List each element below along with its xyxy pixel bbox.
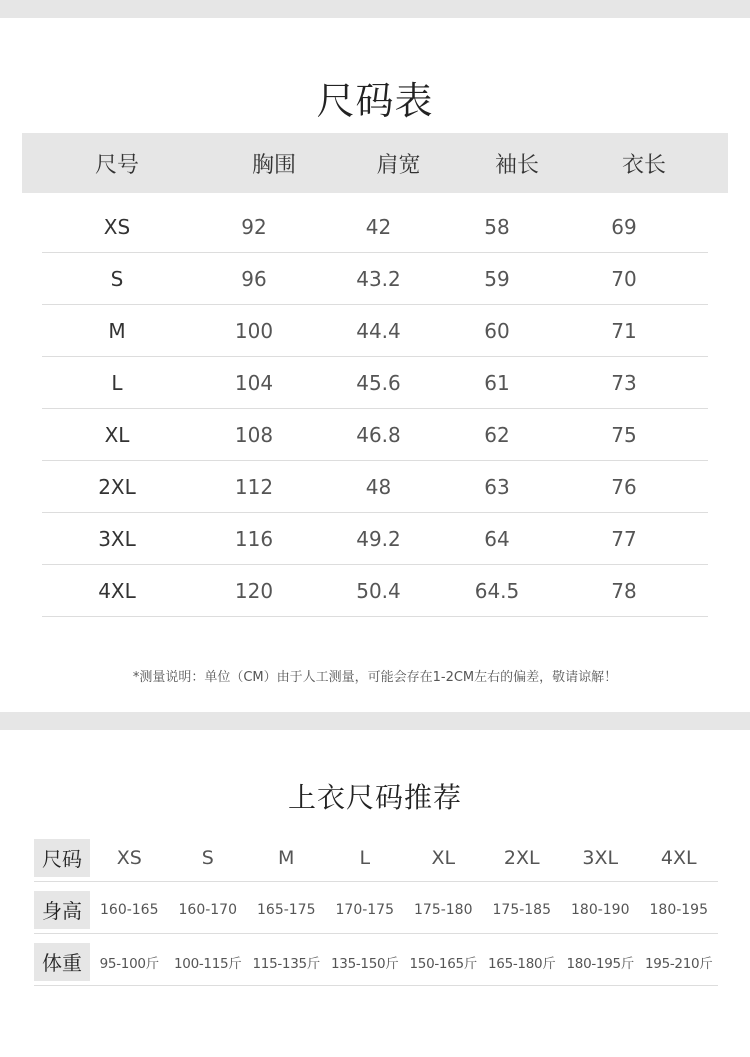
- cell-length: 69: [611, 214, 637, 239]
- table-row: [42, 305, 708, 357]
- cell-sleeve: 61: [484, 370, 510, 395]
- value-cell: 100-115斤: [173, 955, 242, 972]
- table-row: [42, 201, 708, 253]
- cell-size: XL: [104, 422, 130, 447]
- value-cell: 180-190: [571, 901, 630, 918]
- table-row: [42, 513, 708, 565]
- header-chest: 胸围: [251, 152, 296, 178]
- row-values: [90, 952, 718, 972]
- cell-shoulder: 45.6: [356, 370, 401, 395]
- value-cell: 175-180: [414, 901, 473, 918]
- row-values: [90, 847, 718, 869]
- value-cell: 195-210斤: [644, 955, 713, 972]
- row-label-height: 身高: [34, 891, 90, 929]
- value-cell: 115-135斤: [252, 955, 320, 972]
- row-values: [90, 902, 718, 918]
- value-cell: L: [359, 846, 371, 869]
- cell-size: 3XL: [98, 526, 136, 551]
- cell-chest: 100: [234, 318, 274, 343]
- measurement-note: *测量说明：单位（CM）由于人工测量，可能会存在1-2CM左右的偏差，敬请谅解！: [132, 670, 618, 685]
- size-chart-title: 尺码表: [316, 79, 434, 123]
- row-label-size: 尺码: [34, 839, 90, 877]
- table-row: [42, 565, 708, 617]
- cell-length: 75: [611, 422, 637, 447]
- cell-chest: 96: [241, 266, 267, 291]
- value-cell: 180-195: [649, 901, 708, 918]
- cell-length: 73: [611, 370, 637, 395]
- cell-chest: 92: [241, 214, 267, 239]
- value-cell: 165-175: [257, 901, 316, 918]
- cell-sleeve: 64: [484, 526, 510, 551]
- recommendation-row-height: [34, 886, 718, 934]
- value-cell: 170-175: [335, 901, 394, 918]
- value-cell: XL: [431, 846, 456, 869]
- table-row: [42, 409, 708, 461]
- cell-size: XS: [103, 214, 131, 239]
- size-chart-header-row: [22, 133, 728, 193]
- cell-length: 77: [611, 526, 637, 551]
- value-cell: 2XL: [503, 846, 540, 869]
- value-cell: XS: [116, 846, 142, 869]
- cell-sleeve: 62: [484, 422, 510, 447]
- cell-shoulder: 46.8: [356, 422, 401, 447]
- cell-sleeve: 63: [484, 474, 510, 499]
- value-cell: M: [278, 846, 295, 869]
- cell-size: L: [111, 370, 123, 395]
- cell-length: 70: [611, 266, 637, 291]
- cell-shoulder: 48: [365, 474, 392, 499]
- cell-chest: 120: [234, 578, 274, 603]
- header-size: 尺号: [94, 152, 139, 178]
- cell-length: 76: [611, 474, 637, 499]
- header-length: 衣长: [621, 152, 666, 178]
- value-cell: 160-170: [178, 901, 237, 918]
- cell-chest: 108: [234, 422, 274, 447]
- cell-chest: 112: [234, 474, 274, 499]
- recommendation-row-weight: [34, 938, 718, 986]
- recommendation-table: [34, 834, 718, 990]
- cell-sleeve: 59: [484, 266, 510, 291]
- value-cell: S: [201, 846, 214, 869]
- value-cell: 3XL: [582, 846, 619, 869]
- recommendation-row-size: [34, 834, 718, 882]
- cell-shoulder: 42: [365, 214, 392, 239]
- cell-chest: 104: [234, 370, 274, 395]
- header-sleeve: 袖长: [494, 152, 539, 178]
- value-cell: 135-150斤: [330, 955, 399, 972]
- cell-shoulder: 43.2: [356, 266, 401, 291]
- value-cell: 4XL: [660, 846, 697, 869]
- cell-chest: 116: [234, 526, 274, 551]
- row-label-weight: 体重: [34, 943, 90, 981]
- size-chart-table: [22, 133, 728, 617]
- value-cell: 175-185: [492, 901, 551, 918]
- size-chart-body: [42, 201, 708, 617]
- value-cell: 160-165: [100, 901, 159, 918]
- cell-size: 4XL: [98, 578, 136, 603]
- table-row: [42, 357, 708, 409]
- cell-sleeve: 60: [484, 318, 510, 343]
- recommendation-title: 上衣尺码推荐: [287, 781, 462, 814]
- cell-length: 71: [611, 318, 637, 343]
- cell-shoulder: 50.4: [356, 578, 401, 603]
- cell-length: 78: [611, 578, 637, 603]
- section-divider-band: [0, 712, 750, 730]
- cell-shoulder: 44.4: [356, 318, 401, 343]
- value-cell: 165-180斤: [487, 955, 556, 972]
- value-cell: 180-195斤: [566, 955, 634, 972]
- cell-sleeve: 64.5: [474, 578, 520, 603]
- cell-size: 2XL: [98, 474, 136, 499]
- value-cell: 95-100斤: [99, 955, 159, 972]
- value-cell: 150-165斤: [409, 955, 477, 972]
- cell-size: S: [110, 266, 124, 291]
- cell-size: M: [108, 318, 126, 343]
- top-divider-band: [0, 0, 750, 18]
- table-row: [42, 253, 708, 305]
- cell-shoulder: 49.2: [356, 526, 401, 551]
- cell-sleeve: 58: [484, 214, 510, 239]
- header-shoulder: 肩宽: [376, 152, 421, 178]
- table-row: [42, 461, 708, 513]
